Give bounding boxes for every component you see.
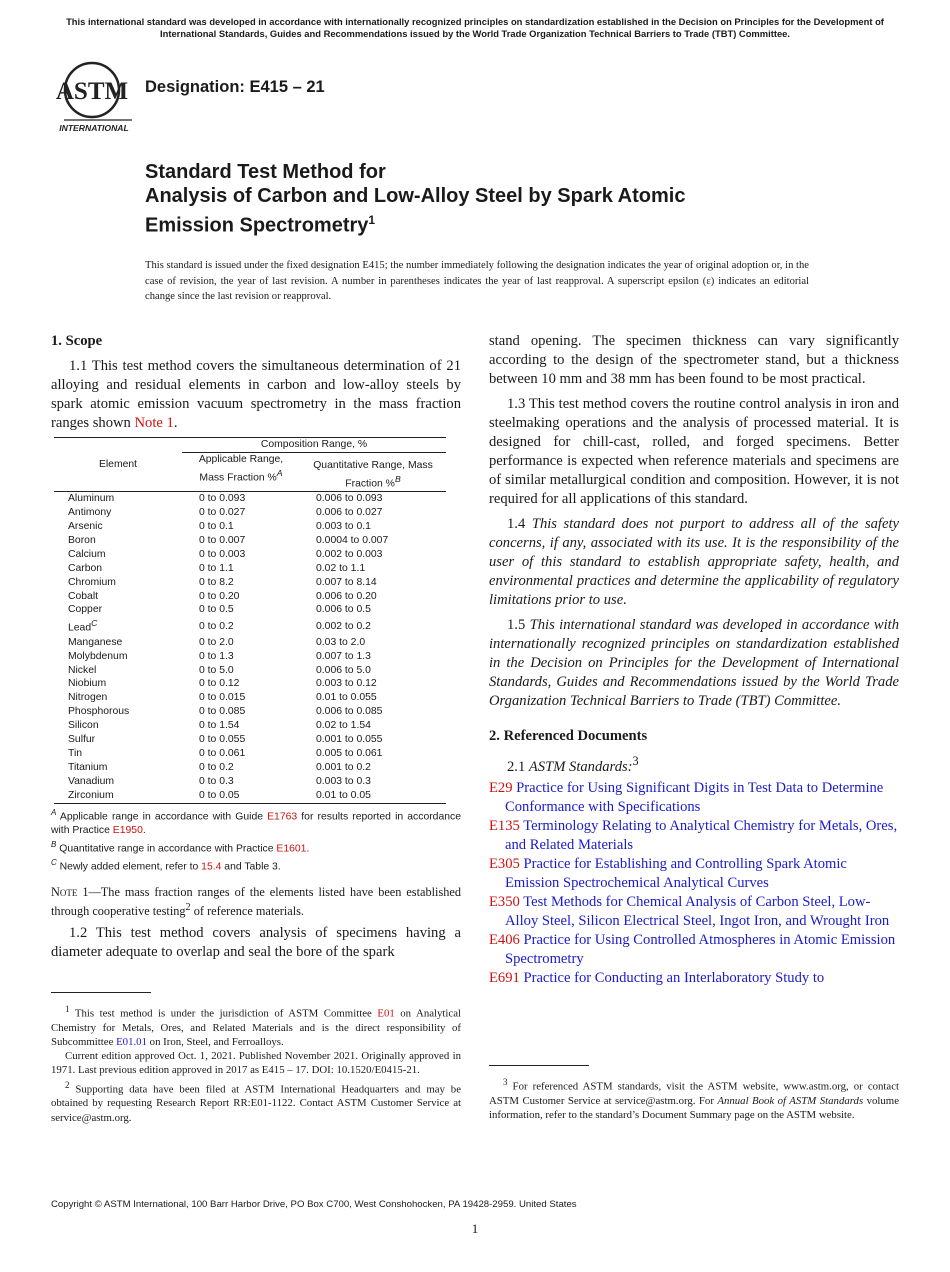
applicable-range-cell: 0 to 8.2 xyxy=(199,576,234,588)
reference-item[interactable] xyxy=(489,931,899,969)
astm-standards-label: 2.1 ASTM Standards:$^3$ xyxy=(507,754,639,775)
table-row xyxy=(54,705,446,719)
e01-link[interactable]: E01 xyxy=(377,1007,395,1020)
quantitative-range-cell: 0.03 to 2.0 xyxy=(316,636,366,648)
section-15-4-link[interactable]: 15.4 xyxy=(201,861,222,873)
reference-title[interactable]: Practice for Establishing and Controlling Spark Atomic Emission Spectrochemical Analytical Curves xyxy=(505,855,847,891)
footnote-1-edition: Current edition approved Oct. 1, 2021. Published November 2021. Originally approved in 1971. Last previous edition approved in 2017 as E415 – 17. DOI: 10.1520/E0415-21. xyxy=(51,1050,461,1077)
reference-code[interactable]: E350 xyxy=(489,893,520,910)
quantitative-range-cell: 0.006 to 0.5 xyxy=(316,604,371,616)
table-footnote-a: $^A$ Applicable range in accordance with Guide E1763 for results reported in accordance with Practice E1950. xyxy=(51,807,461,836)
reference-code[interactable]: E29 xyxy=(489,779,513,796)
e01-01-link[interactable]: E01.01 xyxy=(116,1036,147,1048)
element-cell: Phosphorous xyxy=(68,706,130,718)
quantitative-range-cell: 0.01 to 0.055 xyxy=(316,692,377,704)
table-row xyxy=(54,691,446,705)
title-line-3: Emission Spectrometry$^1$ xyxy=(145,213,376,237)
quantitative-range-cell: 0.007 to 8.14 xyxy=(316,576,377,588)
table-row xyxy=(54,733,446,747)
reference-code[interactable]: E135 xyxy=(489,817,520,834)
applicable-range-cell: 0 to 0.05 xyxy=(199,789,240,801)
applicable-range-cell: 0 to 0.055 xyxy=(199,734,246,746)
paragraph-1-5: 1.5 This international standard was developed in accordance with internationally recognized principles on standardization established in the Decision on Principles for the Development of International Standards, Guides and Recommendations issued by the World Trade Organization Technical Barriers to Trade (TBT) Committee. xyxy=(489,617,900,709)
element-cell: Carbon xyxy=(68,562,103,574)
applicable-range-cell: 0 to 0.5 xyxy=(199,604,234,616)
title-line-1: Standard Test Method for xyxy=(145,161,386,183)
element-cell: Zirconium xyxy=(68,789,114,801)
reference-title[interactable]: Practice for Using Controlled Atmospheres in Atomic Emission Spectrometry xyxy=(505,931,896,967)
paragraph-1-3: 1.3 This test method covers the routine control analysis in iron and steelmaking operations and the analysis of processed material. It is designed for chill-cast, rolled, and forged specimens. Better performance is expected when reference materials and specimens are of similar metallurgical condition and composition. However, it is not required for all applications of this standard. xyxy=(489,396,899,507)
reference-title[interactable]: Practice for Conducting an Interlaboratory Study to xyxy=(523,969,825,986)
quantitative-range-cell: 0.006 to 0.085 xyxy=(316,706,383,718)
element-cell: Antimony xyxy=(68,507,112,519)
right-column xyxy=(489,332,899,988)
table-row xyxy=(54,664,446,678)
left-footnotes xyxy=(51,1002,461,1125)
quantitative-range-cell: 0.02 to 1.1 xyxy=(316,562,366,574)
reference-title[interactable]: Terminology Relating to Analytical Chemistry for Metals, Ores, and Related Materials xyxy=(505,817,898,853)
quantitative-range-cell: 0.006 to 0.027 xyxy=(316,507,383,519)
element-cell: Nitrogen xyxy=(68,692,108,704)
reference-code[interactable]: E406 xyxy=(489,931,520,948)
note-1: Note 1—The mass fraction ranges of the elements listed have been established through cooperative testing$^2$ of reference materials. xyxy=(51,885,461,919)
footnote-3: $^3$ For referenced ASTM standards, visit the ASTM website, www.astm.org, or contact ASTM Customer Service at service@astm.org. For Annual Book of ASTM Standards volume information, refer to the standard’s Document Summary page on the ASTM website. xyxy=(489,1077,899,1121)
reference-item[interactable] xyxy=(489,817,899,855)
element-cell: Arsenic xyxy=(68,521,103,532)
table-row xyxy=(54,506,446,520)
table-footnotes xyxy=(51,806,461,875)
reference-code[interactable]: E691 xyxy=(489,969,520,986)
table-row xyxy=(54,650,446,664)
left-column xyxy=(51,332,461,962)
table-row xyxy=(54,492,446,506)
right-footnote-rule xyxy=(489,1065,589,1066)
applicable-range-cell: 0 to 5.0 xyxy=(199,664,234,676)
title-line-2: Analysis of Carbon and Low-Alloy Steel by Spark Atomic xyxy=(145,185,686,207)
title-footnote-mark: 1 xyxy=(368,213,376,227)
table-row xyxy=(54,617,446,635)
applicable-range-cell: 0 to 0.061 xyxy=(199,747,246,759)
copyright: Copyright © ASTM International, 100 Barr Harbor Drive, PO Box C700, West Conshohocken, PA 19428-2959. United States xyxy=(51,1199,577,1210)
header-element: Element xyxy=(54,438,182,492)
reference-item[interactable] xyxy=(489,893,899,931)
table-row xyxy=(54,576,446,590)
applicable-range-cell: 0 to 1.1 xyxy=(199,562,234,574)
element-cell: Boron xyxy=(68,534,96,546)
element-cell: Nickel xyxy=(68,664,97,676)
quantitative-range-cell: 0.006 to 0.20 xyxy=(316,590,377,602)
element-cell: Manganese xyxy=(68,636,123,648)
paragraph-1-2-start: 1.2 This test method covers analysis of specimens having a diameter adequate to overlap and seal the bore of the spark xyxy=(51,925,461,961)
applicable-range-cell: 0 to 0.027 xyxy=(199,507,246,519)
table-row xyxy=(54,747,446,761)
issue-note: This standard is issued under the fixed designation E415; the number immediately following the designation indicates the year of original adoption or, in the case of revision, the year of last revision. A number in parentheses indicates the year of last reapproval. A superscript epsilon (ε) indicates an editorial change since the last revision or reapproval. xyxy=(145,260,809,302)
table-footnote-c: $^C$ Newly added element, refer to 15.4 and Table 3. xyxy=(51,857,281,873)
applicable-range-cell: 0 to 1.3 xyxy=(199,650,234,662)
e1601-link[interactable]: E1601 xyxy=(276,843,307,855)
reference-list xyxy=(489,779,899,988)
element-cell: Copper xyxy=(68,604,103,616)
header-quantitative: Quantitative Range, Mass Fraction %$^B$ xyxy=(300,452,446,491)
element-cell: Cobalt xyxy=(68,590,99,602)
applicable-range-cell: 0 to 0.20 xyxy=(199,590,240,602)
table-row xyxy=(54,562,446,576)
logo-text: ASTM xyxy=(55,78,129,105)
astm-logo-graphic xyxy=(52,58,136,136)
e1763-link[interactable]: E1763 xyxy=(267,811,298,823)
reference-item[interactable] xyxy=(489,855,899,893)
table-row xyxy=(54,590,446,604)
page-number: 1 xyxy=(471,1221,479,1236)
applicable-range-cell: 0 to 0.1 xyxy=(199,521,234,532)
left-footnote-rule xyxy=(51,992,151,993)
applicable-range-cell: 0 to 1.54 xyxy=(199,720,240,732)
designation: Designation: E415 – 21 xyxy=(145,78,325,96)
applicable-range-cell: 0 to 2.0 xyxy=(199,636,234,648)
composition-table xyxy=(54,437,446,804)
table-row xyxy=(54,789,446,803)
reference-code[interactable]: E305 xyxy=(489,855,520,872)
referenced-documents-heading: 2. Referenced Documents xyxy=(489,728,648,744)
reference-item[interactable] xyxy=(489,969,899,988)
quantitative-range-cell: 0.003 to 0.12 xyxy=(316,678,377,690)
table-row xyxy=(54,520,446,534)
footnote-2: $^2$ Supporting data have been filed at ASTM International Headquarters and may be obtained by requesting Research Report RR:E01-1122. Contact ASTM Customer Service at service@astm.org. xyxy=(51,1079,461,1124)
element-cell: Silicon xyxy=(68,720,99,732)
header-composition-range: Composition Range, % xyxy=(182,438,446,453)
composition-table-body xyxy=(54,492,446,803)
element-cell: Chromium xyxy=(68,576,116,588)
right-footnotes xyxy=(489,1075,899,1122)
applicable-range-cell: 0 to 0.2 xyxy=(199,761,234,773)
logo-subtext: INTERNATIONAL xyxy=(59,123,129,133)
paragraph-1-4: 1.4 This standard does not purport to address all of the safety concerns, if any, associated with its use. It is the responsibility of the user of this standard to establish appropriate safety, health, and environmental practices and determine the applicability of regulatory limitations prior to use. xyxy=(489,516,899,608)
table-row xyxy=(54,534,446,548)
scope-heading: 1. Scope xyxy=(51,333,103,349)
table-row xyxy=(54,719,446,733)
element-cell: Tin xyxy=(68,747,83,759)
element-cell: Aluminum xyxy=(68,493,115,505)
quantitative-range-cell: 0.003 to 0.3 xyxy=(316,775,371,787)
applicable-range-cell: 0 to 0.007 xyxy=(199,534,246,546)
table-row xyxy=(54,761,446,775)
quantitative-range-cell: 0.007 to 1.3 xyxy=(316,650,371,662)
table-row xyxy=(54,677,446,691)
quantitative-range-cell: 0.01 to 0.05 xyxy=(316,789,371,801)
element-cell: Molybdenum xyxy=(68,650,128,662)
table-row xyxy=(54,636,446,650)
quantitative-range-cell: 0.002 to 0.003 xyxy=(316,548,383,560)
header-applicable: Applicable Range, Mass Fraction %$^A$ xyxy=(182,452,300,491)
e1950-link[interactable]: E1950 xyxy=(112,824,143,836)
element-cell: Niobium xyxy=(68,678,107,690)
quantitative-range-cell: 0.0004 to 0.007 xyxy=(316,534,389,546)
reference-title[interactable]: Practice for Using Significant Digits in Test Data to Determine Conformance with Specifications xyxy=(505,779,884,815)
paragraph-1-2-continued: stand opening. The specimen thickness can vary significantly according to the design of the spectrometer stand, but a thickness between 10 mm and 38 mm has been found to be most practical. xyxy=(489,333,899,387)
quantitative-range-cell: 0.02 to 1.54 xyxy=(316,720,371,732)
table-row xyxy=(54,548,446,562)
table-row xyxy=(54,603,446,617)
top-notice: This international standard was developed in accordance with internationally recognized principles on standardization established in the Decision on Principles for the Development of International Standards, Guides and Recommendations issued by the World Trade Organization Technical Barriers to Trade (TBT) Committee. xyxy=(66,16,884,39)
element-cell: Titanium xyxy=(68,761,108,773)
quantitative-range-cell: 0.001 to 0.055 xyxy=(316,734,383,746)
applicable-range-cell: 0 to 0.003 xyxy=(199,548,246,560)
element-cell: Lead$^C$ xyxy=(68,618,98,634)
quantitative-range-cell: 0.002 to 0.2 xyxy=(316,620,371,632)
applicable-range-cell: 0 to 0.093 xyxy=(199,493,246,505)
applicable-range-cell: 0 to 0.3 xyxy=(199,775,234,787)
paragraph-1-1: 1.1 This test method covers the simultaneous determination of 21 alloying and residual elements in carbon and low-alloy steels by spark atomic emission vacuum spectrometry in the mass fraction ranges shown Note 1. xyxy=(51,358,461,431)
reference-item[interactable] xyxy=(489,779,899,817)
element-cell: Calcium xyxy=(68,548,106,560)
element-cell: Sulfur xyxy=(68,734,96,746)
quantitative-range-cell: 0.006 to 5.0 xyxy=(316,664,371,676)
footnote-1: $^1$ This test method is under the jurisdiction of ASTM Committee E01 on Analytical Chemistry for Metals, Ores, and Related Materials and is the direct responsibility of Subcommittee E01.01 on Iron, Steel, and Ferroalloys. xyxy=(51,1004,461,1048)
table-footnote-b: $^B$ Quantitative range in accordance with Practice E1601. xyxy=(51,839,310,855)
reference-title[interactable]: Test Methods for Chemical Analysis of Carbon Steel, Low-Alloy Steel, Silicon Electrical Steel, Ingot Iron, and Wrought Iron xyxy=(505,893,890,929)
quantitative-range-cell: 0.001 to 0.2 xyxy=(316,761,371,773)
note-1-link[interactable]: Note 1 xyxy=(134,415,174,431)
applicable-range-cell: 0 to 0.12 xyxy=(199,678,240,690)
quantitative-range-cell: 0.006 to 0.093 xyxy=(316,493,383,505)
quantitative-range-cell: 0.005 to 0.061 xyxy=(316,747,383,759)
document-title xyxy=(145,160,865,238)
applicable-range-cell: 0 to 0.085 xyxy=(199,706,246,718)
table-row xyxy=(54,775,446,789)
applicable-range-cell: 0 to 0.015 xyxy=(199,692,246,704)
astm-logo xyxy=(52,58,136,136)
applicable-range-cell: 0 to 0.2 xyxy=(199,620,234,632)
element-cell: Vanadium xyxy=(68,775,115,787)
quantitative-range-cell: 0.003 to 0.1 xyxy=(316,521,371,532)
